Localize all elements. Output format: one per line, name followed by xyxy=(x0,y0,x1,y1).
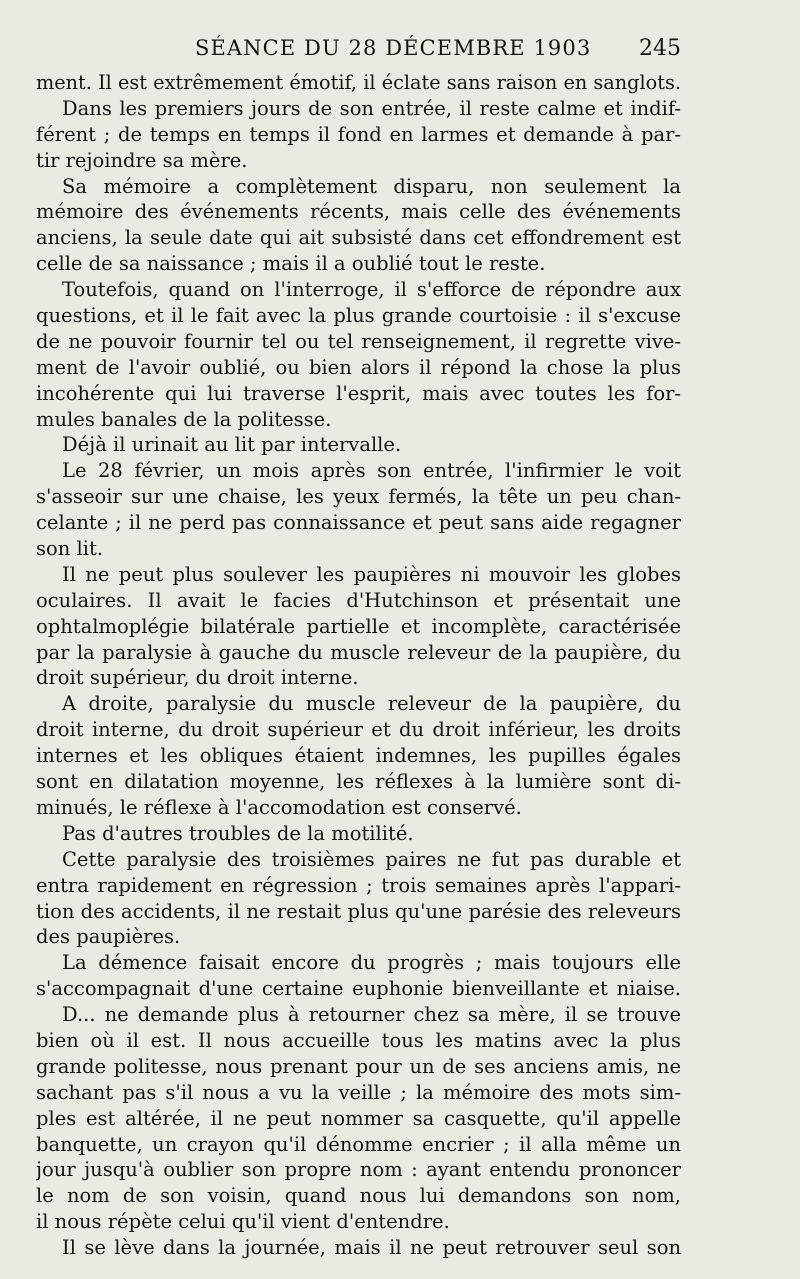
text-line: sachant pas s'il nous a vu la veille ; la mémoire des mots sim- xyxy=(36,1080,681,1104)
text-line: A droite, paralysie du muscle releveur de la paupière, du xyxy=(62,692,681,716)
page-number: 245 xyxy=(639,36,681,61)
text-line: internes et les obliques étaient indemnes, les pupilles égales xyxy=(36,744,681,768)
text-line: banquette, un crayon qu'il dénomme encrier ; il alla même un xyxy=(36,1132,681,1156)
text-line: droit interne, du droit supérieur et du droit inférieur, les droits xyxy=(36,718,681,742)
text-line: grande politesse, nous prenant pour un de ses anciens amis, ne xyxy=(36,1054,681,1078)
text-line: questions, et il le fait avec la plus grande courtoisie : il s'excuse xyxy=(36,304,681,328)
text-line: son lit. xyxy=(36,537,104,561)
text-line: entra rapidement en régression ; trois semaines après l'appari- xyxy=(36,873,681,897)
text-line: ophtalmoplégie bilatérale partielle et incomplète, caractérisée xyxy=(36,614,681,638)
text-line: oculaires. Il avait le facies d'Hutchinson et présentait une xyxy=(36,588,681,612)
text-line: tir rejoindre sa mère. xyxy=(36,148,248,172)
text-line: férent ; de temps en temps il fond en larmes et demande à par- xyxy=(36,122,681,146)
text-line: celante ; il ne perd pas connaissance et peut sans aide regagner xyxy=(36,511,681,535)
text-line: ment. Il est extrêmement émotif, il éclate sans raison en sanglots. xyxy=(36,71,681,94)
text-line: sont en dilatation moyenne, les réflexes à la lumière sont di- xyxy=(36,770,681,794)
text-line: La démence faisait encore du progrès ; mais toujours elle xyxy=(62,951,681,975)
text-line: jour jusqu'à oublier son propre nom : ayant entendu prononcer xyxy=(36,1158,681,1182)
text-line: Toutefois, quand on l'interroge, il s'efforce de répondre aux xyxy=(62,278,681,302)
text-line: Déjà il urinait au lit par intervalle. xyxy=(62,433,402,457)
body-text xyxy=(36,70,681,1261)
text-line: mules banales de la politesse. xyxy=(36,407,332,431)
text-line: il nous répète celui qu'il vient d'entendre. xyxy=(36,1210,450,1234)
text-line: Dans les premiers jours de son entrée, il reste calme et indif- xyxy=(62,96,681,120)
text-line: par la paralysie à gauche du muscle releveur de la paupière, du xyxy=(36,640,681,664)
text-line: Pas d'autres troubles de la motilité. xyxy=(62,821,414,845)
text-line: Il ne peut plus soulever les paupières ni mouvoir les globes xyxy=(62,562,681,586)
text-line: le nom de son voisin, quand nous lui demandons son nom, xyxy=(36,1184,681,1208)
text-line: tion des accidents, il ne restait plus qu'une parésie des releveurs xyxy=(36,899,681,923)
text-line: s'asseoir sur une chaise, les yeux fermés, la tête un peu chan- xyxy=(36,485,681,509)
text-line: ment de l'avoir oublié, ou bien alors il répond la chose la plus xyxy=(36,355,681,379)
text-line: mémoire des événements récents, mais celle des événements xyxy=(36,200,681,224)
text-line: droit supérieur, du droit interne. xyxy=(36,666,359,690)
text-line: incohérente qui lui traverse l'esprit, mais avec toutes les for- xyxy=(36,381,681,405)
running-head: SÉANCE DU 28 DÉCEMBRE 1903 xyxy=(195,36,592,60)
page-header xyxy=(36,36,681,66)
text-line: des paupières. xyxy=(36,925,181,949)
text-line: Sa mémoire a complètement disparu, non seulement la xyxy=(62,174,681,198)
text-line: Cette paralysie des troisièmes paires ne fut pas durable et xyxy=(62,847,681,871)
text-line: Il se lève dans la journée, mais il ne peut retrouver seul son xyxy=(62,1236,681,1260)
text-line: D... ne demande plus à retourner chez sa mère, il se trouve xyxy=(62,1003,681,1027)
text-line: s'accompagnait d'une certaine euphonie bienveillante et niaise. xyxy=(36,977,681,1001)
text-line: celle de sa naissance ; mais il a oublié tout le reste. xyxy=(36,252,546,276)
text-line: Le 28 février, un mois après son entrée, l'infirmier le voit xyxy=(62,459,681,483)
text-line: anciens, la seule date qui ait subsisté dans cet effondrement est xyxy=(36,226,681,250)
text-line: de ne pouvoir fournir tel ou tel renseignement, il regrette vive- xyxy=(36,329,681,353)
text-line: minués, le réflexe à l'accomodation est conservé. xyxy=(36,795,522,819)
text-line: bien où il est. Il nous accueille tous les matins avec la plus xyxy=(36,1028,681,1052)
text-line: ples est altérée, il ne peut nommer sa casquette, qu'il appelle xyxy=(36,1106,681,1130)
